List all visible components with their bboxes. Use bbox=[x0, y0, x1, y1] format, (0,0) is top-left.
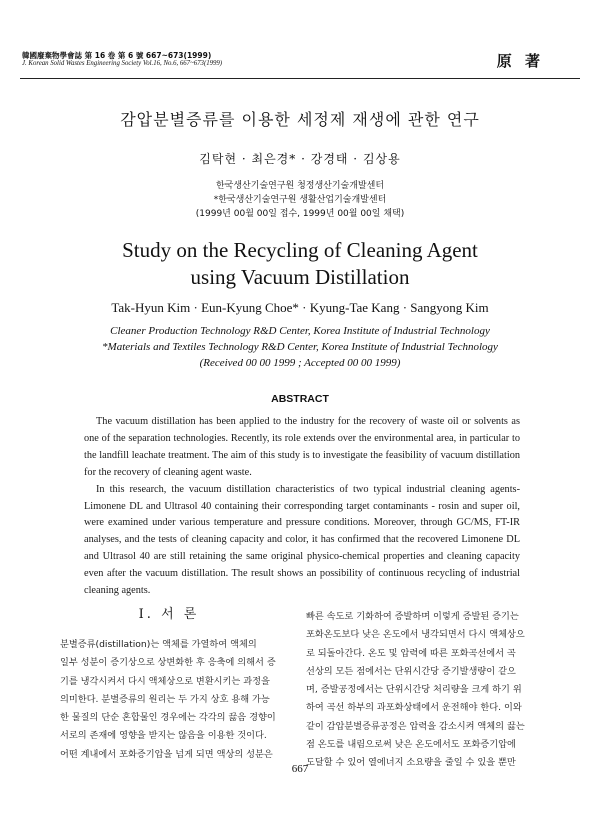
title-english-line-1: Study on the Recycling of Cleaning Agent bbox=[122, 238, 478, 262]
header-divider bbox=[20, 78, 580, 79]
body-line: 하여 곡선 하부의 과포화상태에서 운전해야 한다. 이와 bbox=[306, 702, 522, 714]
authors-english: Tak-Hyun Kim · Eun-Kyung Choe* · Kyung-Tae Kang · Sangyong Kim bbox=[111, 300, 489, 315]
body-line: 한 물질의 단순 혼합물인 경우에는 각각의 끓음 경향이 bbox=[60, 712, 276, 724]
body-line: 로 되돌아간다. 온도 및 압력에 따른 포화곡선에서 곡 bbox=[306, 647, 516, 659]
abstract-body bbox=[84, 414, 520, 600]
body-line: 빠른 속도로 기화하여 증발하며 이렇게 증발된 증기는 bbox=[306, 611, 519, 622]
body-line: 점 온도를 내림으로써 낮은 온도에서도 포화증기압에 bbox=[306, 739, 516, 751]
body-line: 일부 성분이 증기상으로 상변화한 후 응축에 의해서 증 bbox=[60, 657, 276, 669]
journal-header-korean: 韓國廢棄物學會誌 第 16 卷 第 6 號 667~673(1999) bbox=[22, 51, 212, 60]
body-line: 며, 증발공정에서는 단위시간당 처리량을 크게 하기 위 bbox=[306, 684, 522, 696]
body-line: 같이 감압분별증류공정은 압력을 감소시켜 액체의 끓는 bbox=[306, 720, 525, 732]
body-line: 기를 냉각시켜서 다시 액체상으로 변환시키는 과정을 bbox=[60, 675, 270, 687]
affiliation-english-1: Cleaner Production Technology R&D Center, Korea Institute of Industrial Technology bbox=[110, 325, 490, 337]
section-heading-introduction: I. 서 론 bbox=[138, 607, 200, 622]
body-line: 선상의 모든 점에서는 단위시간당 증기발생량이 같으 bbox=[306, 665, 516, 677]
article-type-label: 原 著 bbox=[496, 52, 544, 70]
abstract-paragraph-2: In this research, the vacuum distillation characteristics of two typical industrial cleaning agents-Limonene DL and Ultrasol 40 containing their corresponding target contaminants - rosin and super oil, were examined under various temperature and pressure conditions. Moreover, through GC/MS, FT-IR analyses, and the tests of cleaning capacity and color, it has confirmed that the recovered Limonene DL and Ultrasol 40 are still retaining the same original physico-chemical properties and cleaning capacity even after the vacuum distillation. The result shows an possibility of continuous recycling of industrial cleaning agents. bbox=[84, 483, 520, 597]
body-line: 어떤 계내에서 포화증기압을 넘게 되면 액상의 성분은 bbox=[60, 748, 273, 760]
received-dates-english: (Received 00 00 1999 ; Accepted 00 00 1999) bbox=[199, 357, 401, 369]
title-korean: 감압분별증류를 이용한 세정제 재생에 관한 연구 bbox=[120, 110, 480, 129]
authors-korean: 김탁현 · 최은경* · 강경태 · 김상용 bbox=[199, 152, 401, 166]
right-column-text bbox=[306, 608, 528, 773]
received-dates-korean: (1999년 00월 00일 접수, 1999년 00월 00일 채택) bbox=[195, 209, 405, 219]
affiliation-korean-1: 한국생산기술연구원 청정생산기술개발센터 bbox=[215, 181, 385, 191]
page-number: 667 bbox=[291, 763, 309, 775]
abstract-paragraph-1: The vacuum distillation has been applied to the industry for the recovery of waste oil or solvents as one of the separation technologies. Recently, its role extends over the environmental area, in particular to the landfill leachate treatment. The aim of this study is to investigate the feasibility of vacuum distillation for the recovery of cleaning agent waste. bbox=[84, 416, 520, 478]
body-line: 분별증류(distillation)는 액체를 가열하여 액체의 bbox=[60, 639, 257, 650]
affiliation-korean-2: *한국생산기술연구원 생활산업기술개발센터 bbox=[213, 195, 387, 205]
abstract-heading: ABSTRACT bbox=[271, 393, 329, 405]
body-line: 도달할 수 있어 열에너지 소요량을 줄일 수 있을 뿐만 bbox=[306, 757, 516, 769]
body-line: 포화온도보다 낮은 온도에서 냉각되면서 다시 액체상으 bbox=[306, 629, 525, 641]
body-line: 의미한다. 분별증류의 원리는 두 가지 상호 용해 가능 bbox=[60, 693, 270, 705]
journal-header-english: J. Korean Solid Wastes Engineering Society Vol.16, No.6, 667~673(1999) bbox=[22, 60, 223, 67]
body-line: 서로의 존재에 영향을 받지는 않음을 이용한 것이다. bbox=[60, 730, 267, 742]
affiliation-english-2: *Materials and Textiles Technology R&D Center, Korea Institute of Industrial Technology bbox=[102, 341, 498, 353]
left-column-text bbox=[60, 636, 282, 764]
title-english-line-2: using Vacuum Distillation bbox=[190, 265, 410, 289]
